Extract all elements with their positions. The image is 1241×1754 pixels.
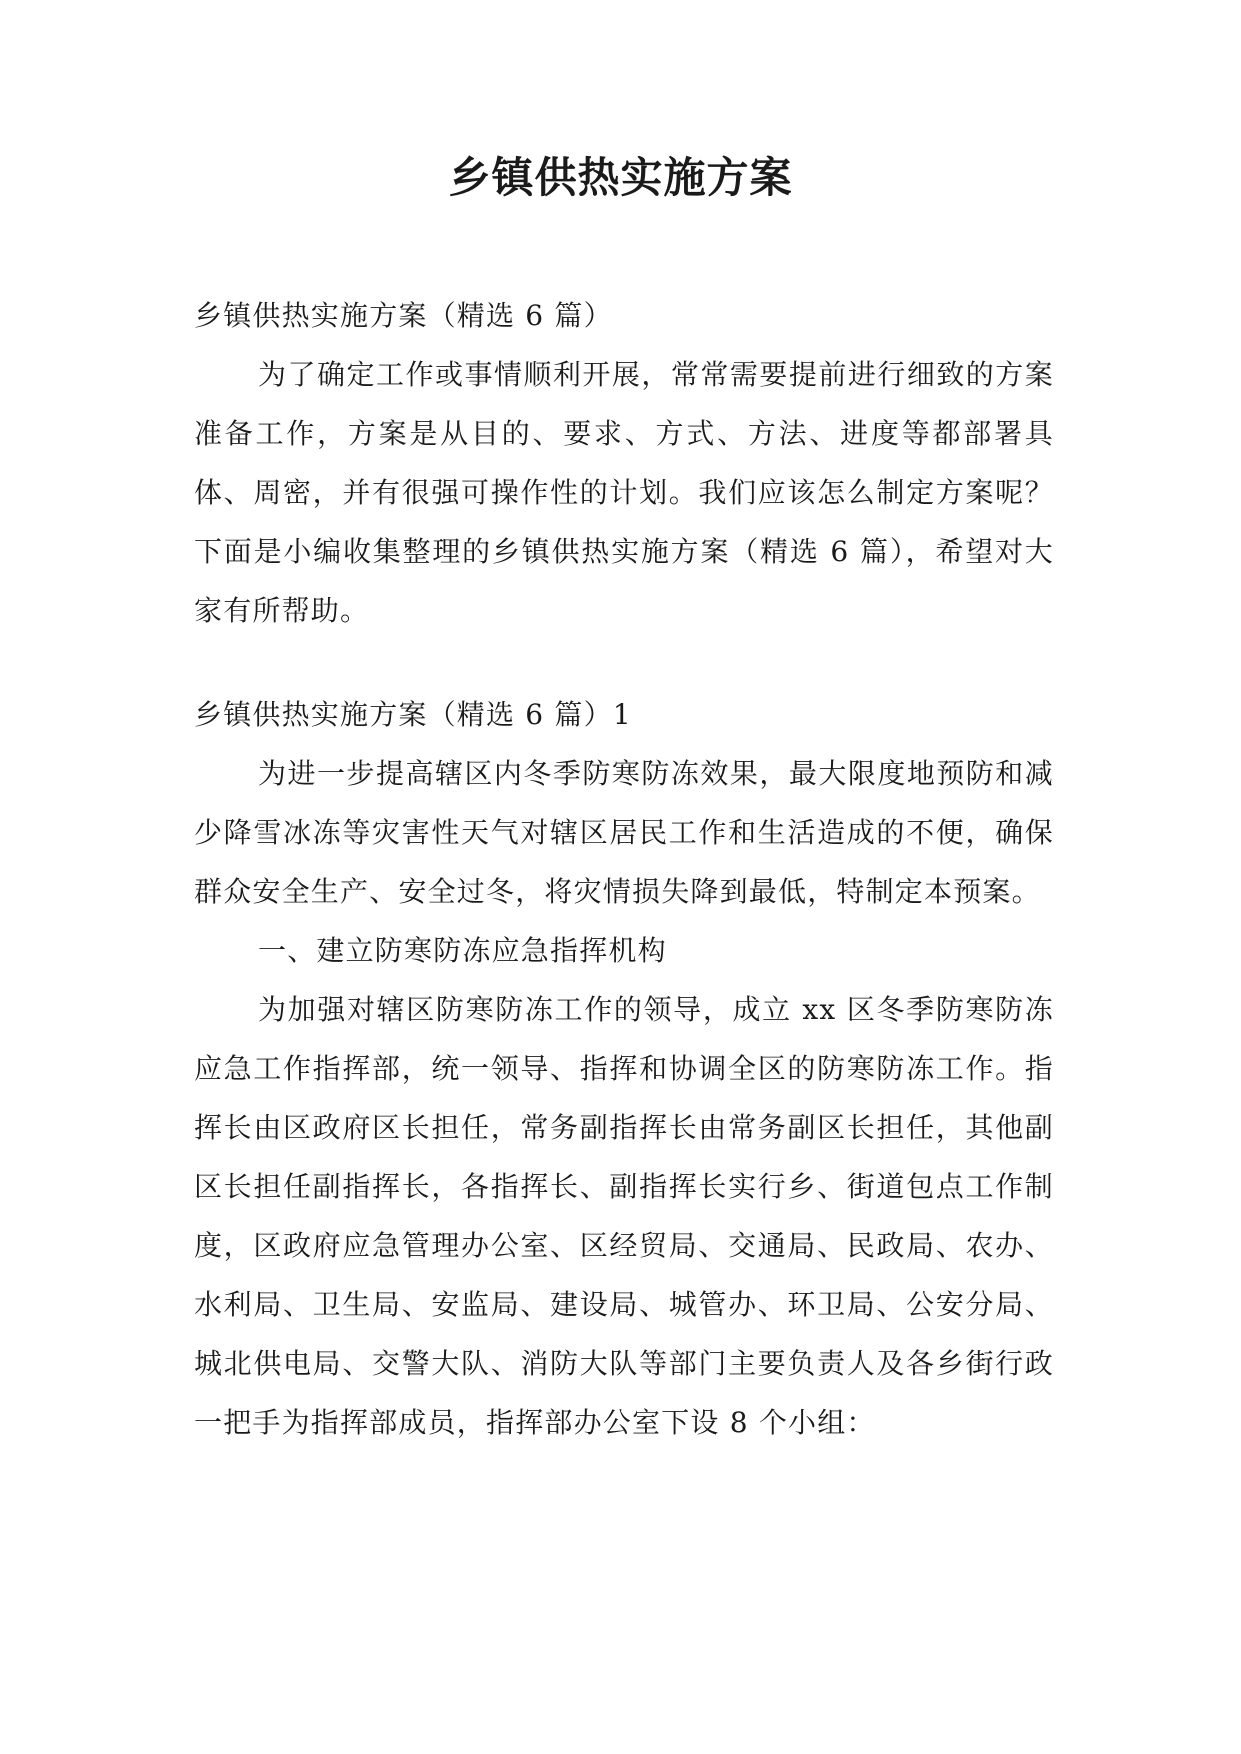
body-paragraph-1: 为进一步提高辖区内冬季防寒防冻效果，最大限度地预防和减少降雪冰冻等灾害性天气对辖区居民工作和生活造成的不便，确保群众安全生产、安全过冬，将灾情损失降到最低，特制定本预案。 bbox=[194, 757, 1054, 908]
body-paragraph-2: 为加强对辖区防寒防冻工作的领导，成立 xx 区冬季防寒防冻应急工作指挥部，统一领导、指挥和协调全区的防寒防冻工作。指挥长由区政府区长担任，常务副指挥长由常务副区长担任，其他副区长担任副指挥长，各指挥长、副指挥长实行乡、街道包点工作制度，区政府应急管理办公室、区经贸局、交通局、民政局、农办、水利局、卫生局、安监局、建设局、城管办、环卫局、公安分局、城北供电局、交警大队、消防大队等部门主要负责人及各乡街行政一把手为指挥部成员，指挥部办公室下设 8 个小组： bbox=[194, 993, 1054, 1439]
section-gap bbox=[194, 640, 1054, 685]
intro-paragraph: 为了确定工作或事情顺利开展，常常需要提前进行细致的方案准备工作，方案是从目的、要求、方式、方法、进度等都部署具体、周密，并有很强可操作性的计划。我们应该怎么制定方案呢？下面是小编收集整理的乡镇供热实施方案（精选 6 篇），希望对大家有所帮助。 bbox=[194, 358, 1054, 627]
document-body bbox=[194, 286, 1054, 1452]
subsection-heading: 一、建立防寒防冻应急指挥机构 bbox=[258, 934, 667, 967]
document-subtitle: 乡镇供热实施方案（精选 6 篇） bbox=[194, 299, 613, 332]
document-title: 乡镇供热实施方案 bbox=[448, 153, 793, 202]
section-heading: 乡镇供热实施方案（精选 6 篇）1 bbox=[194, 698, 632, 731]
